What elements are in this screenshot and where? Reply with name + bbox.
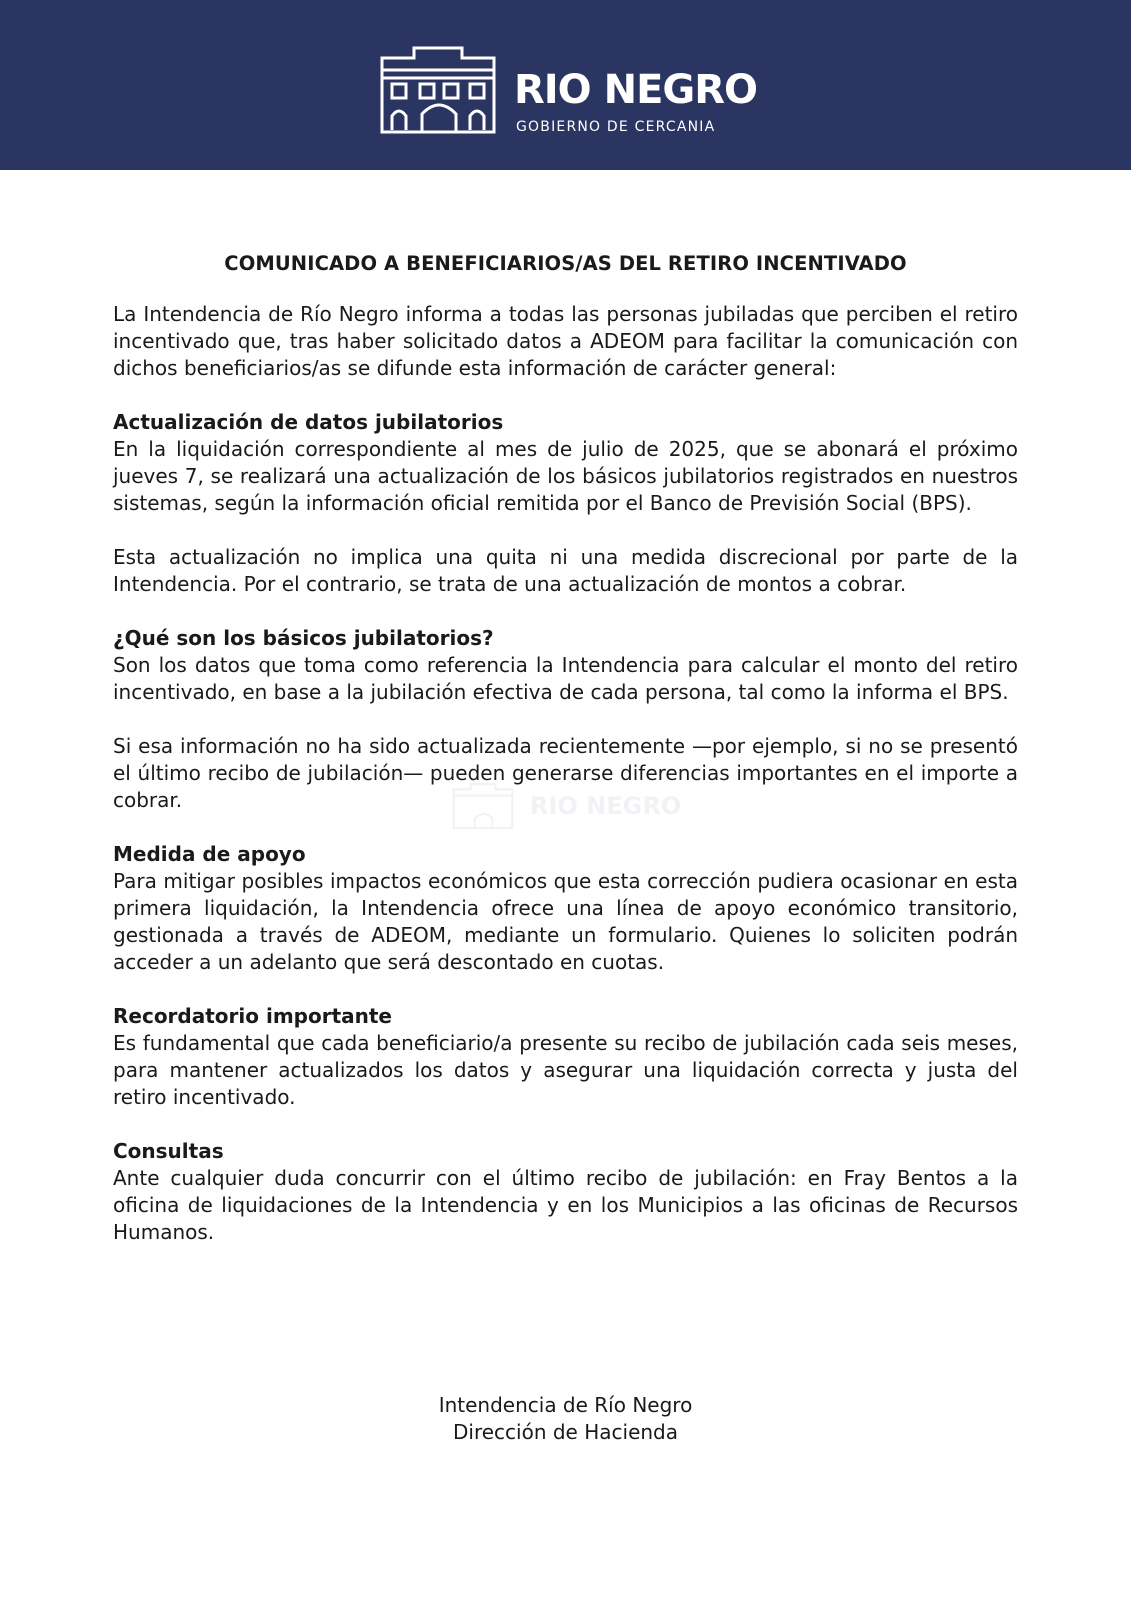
section-heading-actualizacion: Actualización de datos jubilatorios	[113, 410, 504, 434]
section-paragraph: Ante cualquier duda concurrir con el último recibo de jubilación: en Fray Bentos a la oficina de liquidaciones de la Intendencia y en los Municipios a las oficinas de Recursos Humanos.	[113, 1166, 1018, 1244]
header-banner	[0, 0, 1131, 170]
section-paragraph: Esta actualización no implica una quita ni una medida discrecional por parte de la Intendencia. Por el contrario, se trata de una actualización de montos a cobrar.	[113, 545, 1018, 596]
section-heading-recordatorio: Recordatorio importante	[113, 1004, 392, 1028]
signature-line-1: Intendencia de Río Negro	[438, 1393, 693, 1417]
section-heading-consultas: Consultas	[113, 1139, 224, 1163]
rio-negro-logo	[380, 44, 760, 136]
section-paragraph: Si esa información no ha sido actualizada recientemente —por ejemplo, si no se presentó el último recibo de jubilación— pueden generarse diferencias importantes en el importe a cobrar.	[113, 734, 1018, 812]
document-body	[113, 250, 1018, 1246]
section-paragraph: Es fundamental que cada beneficiario/a presente su recibo de jubilación cada seis meses, para mantener actualizados los datos y asegurar una liquidación correcta y justa del retiro incentivado.	[113, 1031, 1018, 1109]
watermark-text: RIO NEGRO	[530, 792, 682, 820]
logo-tagline: GOBIERNO DE CERCANIA	[516, 119, 716, 135]
signature-block	[0, 1392, 1131, 1446]
building-icon	[380, 44, 496, 136]
logo-name: RIO NEGRO	[514, 67, 758, 113]
intro-paragraph: La Intendencia de Río Negro informa a todas las personas jubiladas que perciben el retiro incentivado que, tras haber solicitado datos a ADEOM para facilitar la comunicación con dichos beneficiarios/as se difunde esta información de carácter general:	[113, 302, 1018, 380]
section-paragraph: Son los datos que toma como referencia la Intendencia para calcular el monto del retiro incentivado, en base a la jubilación efectiva de cada persona, tal como la informa el BPS.	[113, 653, 1018, 704]
section-paragraph: En la liquidación correspondiente al mes de julio de 2025, que se abonará el próximo jueves 7, se realizará una actualización de los básicos jubilatorios registrados en nuestros sistemas, según la información oficial remitida por el Banco de Previsión Social (BPS).	[113, 437, 1018, 515]
section-paragraph: Para mitigar posibles impactos económicos que esta corrección pudiera ocasionar en esta primera liquidación, la Intendencia ofrece una línea de apoyo económico transitorio, gestionada a través de ADEOM, mediante un formulario. Quienes lo soliciten podrán acceder a un adelanto que será descontado en cuotas.	[113, 869, 1018, 974]
section-heading-basicos: ¿Qué son los básicos jubilatorios?	[113, 626, 494, 650]
document-title: COMUNICADO A BENEFICIARIOS/AS DEL RETIRO INCENTIVADO	[224, 252, 907, 275]
section-heading-apoyo: Medida de apoyo	[113, 842, 306, 866]
signature-line-2: Dirección de Hacienda	[453, 1420, 678, 1444]
